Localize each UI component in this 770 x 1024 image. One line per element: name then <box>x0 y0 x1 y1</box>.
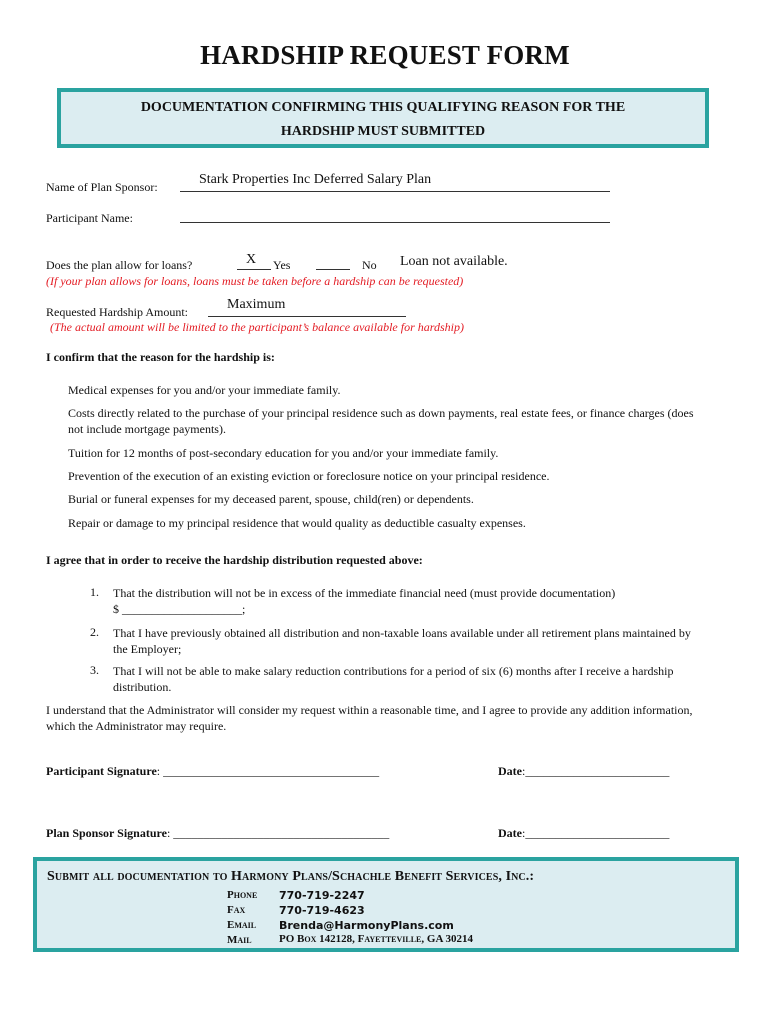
agree-item-1-amount-field[interactable]: $ ____________________; <box>113 602 246 616</box>
fax-label: Fax <box>227 904 246 916</box>
reason-eviction: Prevention of the execution of an existing eviction or foreclosure notice on your principal residence. <box>68 469 550 483</box>
phone-value: 770-719-2247 <box>279 889 365 902</box>
participant-signature-field[interactable]: : ____________________________________ <box>156 764 380 778</box>
understand-paragraph: I understand that the Administrator will consider my request within a reasonable time, and I agree to provide any addition information, which the Administrator may require. <box>46 703 693 733</box>
banner-line-1: DOCUMENTATION CONFIRMING THIS QUALIFYING REASON FOR THE <box>140 100 626 115</box>
submit-heading: Submit all documentation to Harmony Plans/Schachle Benefit Services, Inc.: <box>47 869 535 884</box>
participant-date-row <box>498 764 669 779</box>
amount-instruction: (The actual amount will be limited to the participant’s balance available for hardship) <box>50 320 464 334</box>
mail-value: PO Box 142128, Fayetteville, GA 30214 <box>279 933 474 945</box>
documentation-banner <box>57 88 709 148</box>
sponsor-date-field[interactable]: :________________________ <box>522 826 670 840</box>
agree-heading: I agree that in order to receive the hardship distribution requested above: <box>46 553 423 567</box>
loans-instruction: (If your plan allows for loans, loans must be taken before a hardship can be requested) <box>46 274 464 288</box>
amount-field-line[interactable] <box>208 316 406 317</box>
sponsor-field-value[interactable]: Stark Properties Inc Deferred Salary Plan <box>199 172 432 187</box>
agree-item-3-text: That I will not be able to make salary reduction contributions for a period of six (6) months after I receive a hardship distribution. <box>113 664 674 694</box>
loans-yes-mark: X <box>246 252 257 267</box>
fax-value: 770-719-4623 <box>279 904 365 917</box>
sponsor-date-row <box>498 826 669 841</box>
agree-item-2-number: 2. <box>90 625 99 639</box>
mail-label: Mail <box>227 934 252 946</box>
participant-label: Participant Name: <box>46 211 133 225</box>
participant-field[interactable] <box>180 222 610 223</box>
loans-note: Loan not available. <box>400 254 508 269</box>
loans-no-label: No <box>362 258 377 272</box>
submit-contact-box <box>33 857 739 952</box>
reason-tuition: Tuition for 12 months of post-secondary education for you and/or your immediate family. <box>68 446 499 460</box>
confirm-heading: I confirm that the reason for the hardship is: <box>46 350 275 364</box>
sponsor-date-label: Date <box>498 826 522 840</box>
sponsor-signature-row <box>46 826 389 841</box>
reason-burial: Burial or funeral expenses for my deceased parent, spouse, child(ren) or dependents. <box>68 492 474 506</box>
loans-yes-field[interactable] <box>237 269 271 270</box>
sponsor-field-line[interactable] <box>180 191 610 192</box>
participant-signature-label: Participant Signature <box>46 764 157 778</box>
agree-item-2-text: That I have previously obtained all distribution and non-taxable loans available under all retirement plans maintained by the Employer; <box>113 626 691 656</box>
loans-yes-label: Yes <box>273 258 291 272</box>
amount-label: Requested Hardship Amount: <box>46 305 188 319</box>
agree-item-1-number: 1. <box>90 585 99 599</box>
amount-field-value[interactable]: Maximum <box>227 297 286 312</box>
banner-line-2: HARDSHIP MUST SUBMITTED <box>280 124 486 139</box>
sponsor-signature-field[interactable]: : ____________________________________ <box>166 826 390 840</box>
loans-label: Does the plan allow for loans? <box>46 258 193 272</box>
agree-item-1-text: That the distribution will not be in excess of the immediate financial need (must provide documentation) <box>113 586 616 600</box>
phone-label: Phone <box>227 889 258 901</box>
email-label: Email <box>227 919 257 931</box>
sponsor-label: Name of Plan Sponsor: <box>46 180 158 194</box>
email-link[interactable]: Brenda@HarmonyPlans.com <box>279 919 454 932</box>
agree-item-3-number: 3. <box>90 663 99 677</box>
form-title: HARDSHIP REQUEST FORM <box>200 40 570 70</box>
reason-repair: Repair or damage to my principal residence that would quality as deductible casualty expenses. <box>68 516 526 530</box>
loans-no-field[interactable] <box>316 269 350 270</box>
reason-residence-purchase: Costs directly related to the purchase of your principal residence such as down payments, real estate fees, or finance charges (does not include mortgage payments). <box>68 406 694 436</box>
reason-medical: Medical expenses for you and/or your immediate family. <box>68 383 341 397</box>
participant-date-field[interactable]: :________________________ <box>522 764 670 778</box>
participant-date-label: Date <box>498 764 522 778</box>
participant-signature-row <box>46 764 379 779</box>
sponsor-signature-label: Plan Sponsor Signature <box>46 826 167 840</box>
